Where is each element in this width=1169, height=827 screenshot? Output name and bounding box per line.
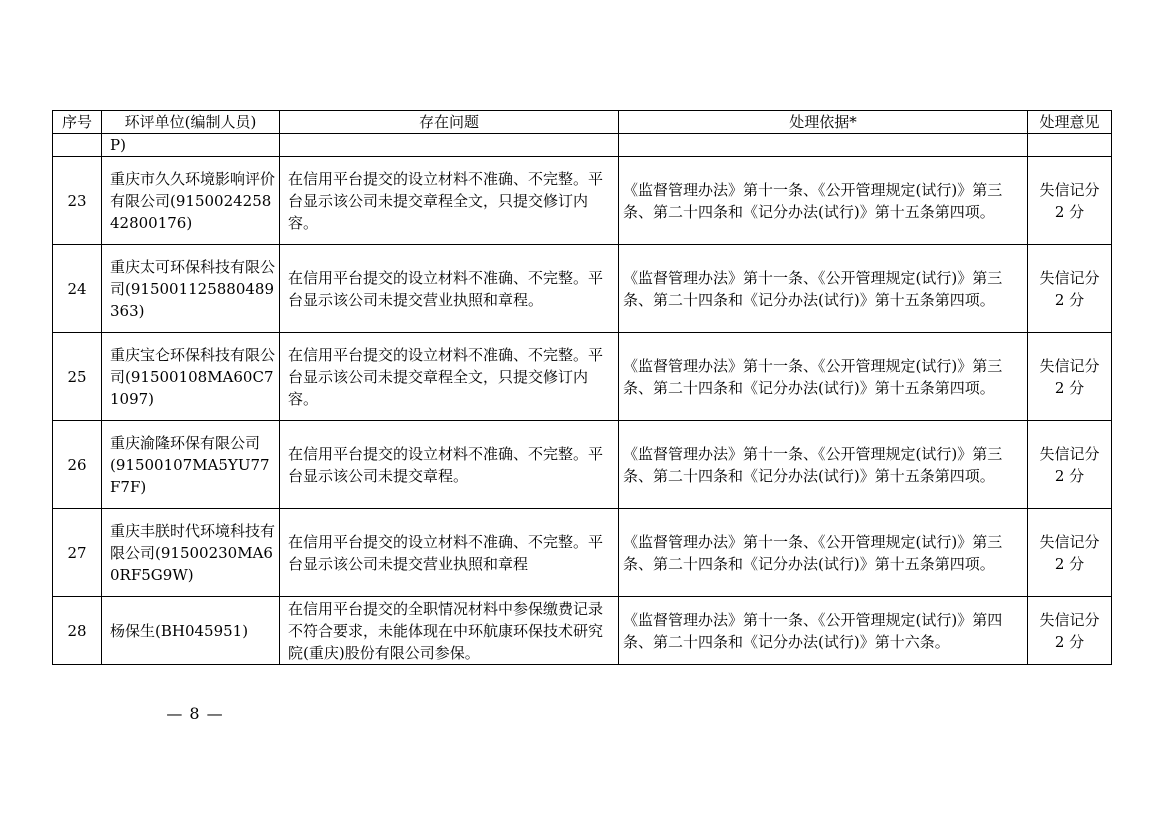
cell-opinion: 失信记分 2 分 bbox=[1028, 245, 1112, 333]
cell-basis: 《监督管理办法》第十一条、《公开管理规定(试行)》第三条、第二十四条和《记分办法(试行)》第十五条第四项。 bbox=[619, 509, 1028, 597]
cell-seq: 28 bbox=[53, 597, 102, 665]
cell-unit: 杨保生(BH045951) bbox=[102, 597, 280, 665]
cell-issue: 在信用平台提交的设立材料不准确、不完整。平台显示该公司未提交章程。 bbox=[280, 421, 619, 509]
cell-seq: 23 bbox=[53, 157, 102, 245]
cell-basis: 《监督管理办法》第十一条、《公开管理规定(试行)》第三条、第二十四条和《记分办法(试行)》第十五条第四项。 bbox=[619, 157, 1028, 245]
cell-issue: 在信用平台提交的设立材料不准确、不完整。平台显示该公司未提交章程全文，只提交修订内容。 bbox=[280, 333, 619, 421]
cell-opinion: 失信记分 2 分 bbox=[1028, 333, 1112, 421]
cell-unit: 重庆宝仑环保科技有限公司(91500108MA60C71097) bbox=[102, 333, 280, 421]
cell-unit: 重庆渝隆环保有限公司(91500107MA5YU77F7F) bbox=[102, 421, 280, 509]
cell-opinion: 失信记分 2 分 bbox=[1028, 421, 1112, 509]
table-header-row bbox=[53, 111, 1112, 134]
header-unit: 环评单位(编制人员) bbox=[102, 111, 280, 134]
header-opinion: 处理意见 bbox=[1028, 111, 1112, 134]
cell-unit: 重庆太可环保科技有限公司(915001125880489363) bbox=[102, 245, 280, 333]
cell-basis: 《监督管理办法》第十一条、《公开管理规定(试行)》第三条、第二十四条和《记分办法(试行)》第十五条第四项。 bbox=[619, 333, 1028, 421]
cell-opinion bbox=[1028, 134, 1112, 157]
table-row bbox=[53, 157, 1112, 245]
cell-basis: 《监督管理办法》第十一条、《公开管理规定(试行)》第四条、第二十四条和《记分办法(试行)》第十六条。 bbox=[619, 597, 1028, 665]
table-row-continuation bbox=[53, 134, 1112, 157]
penalty-table bbox=[52, 110, 1112, 665]
cell-issue bbox=[280, 134, 619, 157]
cell-seq: 25 bbox=[53, 333, 102, 421]
table-row bbox=[53, 509, 1112, 597]
cell-basis bbox=[619, 134, 1028, 157]
header-issue: 存在问题 bbox=[280, 111, 619, 134]
header-seq: 序号 bbox=[53, 111, 102, 134]
table-row bbox=[53, 333, 1112, 421]
cell-opinion: 失信记分 2 分 bbox=[1028, 157, 1112, 245]
cell-basis: 《监督管理办法》第十一条、《公开管理规定(试行)》第三条、第二十四条和《记分办法(试行)》第十五条第四项。 bbox=[619, 245, 1028, 333]
cell-issue: 在信用平台提交的设立材料不准确、不完整。平台显示该公司未提交章程全文，只提交修订内容。 bbox=[280, 157, 619, 245]
cell-opinion: 失信记分 2 分 bbox=[1028, 509, 1112, 597]
cell-seq bbox=[53, 134, 102, 157]
cell-issue: 在信用平台提交的设立材料不准确、不完整。平台显示该公司未提交营业执照和章程 bbox=[280, 509, 619, 597]
cell-unit: 重庆丰朕时代环境科技有限公司(91500230MA60RF5G9W) bbox=[102, 509, 280, 597]
cell-seq: 27 bbox=[53, 509, 102, 597]
cell-unit: 重庆市久久环境影响评价有限公司(915002425842800176) bbox=[102, 157, 280, 245]
cell-unit: P) bbox=[102, 134, 280, 157]
cell-seq: 24 bbox=[53, 245, 102, 333]
cell-opinion: 失信记分 2 分 bbox=[1028, 597, 1112, 665]
cell-seq: 26 bbox=[53, 421, 102, 509]
table-row bbox=[53, 245, 1112, 333]
cell-issue: 在信用平台提交的全职情况材料中参保缴费记录不符合要求，未能体现在中环航康环保技术研究院(重庆)股份有限公司参保。 bbox=[280, 597, 619, 665]
cell-issue: 在信用平台提交的设立材料不准确、不完整。平台显示该公司未提交营业执照和章程。 bbox=[280, 245, 619, 333]
page-number: — 8 — bbox=[166, 704, 224, 723]
header-basis: 处理依据* bbox=[619, 111, 1028, 134]
table-row bbox=[53, 421, 1112, 509]
cell-basis: 《监督管理办法》第十一条、《公开管理规定(试行)》第三条、第二十四条和《记分办法(试行)》第十五条第四项。 bbox=[619, 421, 1028, 509]
table-row bbox=[53, 597, 1112, 665]
